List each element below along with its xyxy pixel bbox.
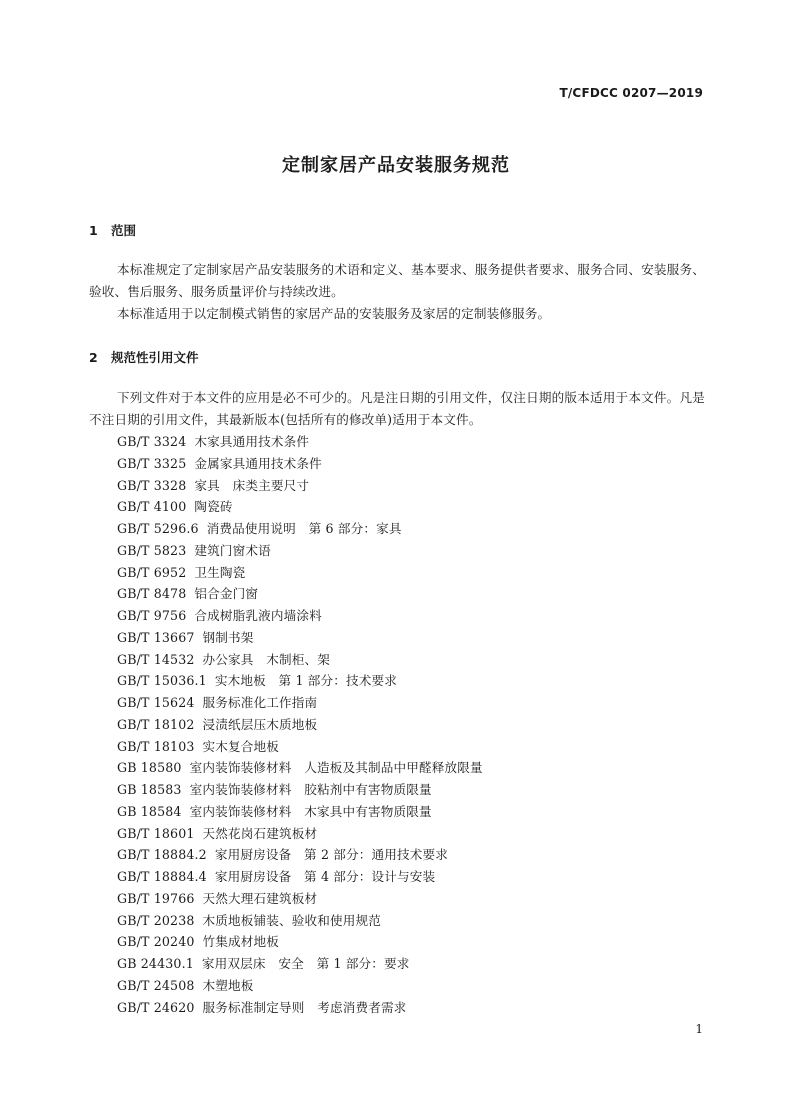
reference-code: GB/T 18102 [117, 716, 195, 732]
reference-title: 室内装饰装修材料 木家具中有害物质限量 [189, 803, 432, 819]
reference-title: 天然大理石建筑板材 [202, 890, 318, 906]
reference-title: 合成树脂乳液内墙涂料 [194, 608, 322, 623]
reference-code: GB/T 14532 [117, 651, 195, 667]
reference-item [117, 910, 483, 932]
section-number: 2 [89, 350, 98, 365]
document-title: 定制家居产品安装服务规范 [282, 155, 510, 176]
reference-item [117, 496, 483, 518]
reference-code: GB/T 18884.4 [117, 869, 207, 884]
reference-item [117, 823, 483, 845]
reference-code: GB 18584 [117, 803, 182, 819]
reference-item [117, 844, 483, 866]
reference-code: GB/T 3328 [117, 477, 187, 493]
reference-code: GB/T 5823 [117, 542, 187, 558]
reference-item [117, 801, 483, 823]
reference-title: 室内装饰装修材料 人造板及其制品中甲醛释放限量 [189, 760, 483, 776]
reference-code: GB/T 20238 [117, 912, 195, 928]
reference-code: GB/T 13667 [117, 629, 195, 645]
reference-code: GB/T 18103 [117, 738, 195, 754]
section-number: 1 [89, 223, 98, 238]
reference-item [117, 518, 483, 540]
reference-title: 金属家具通用技术条件 [194, 455, 322, 471]
reference-list [117, 431, 483, 1018]
reference-item [117, 975, 483, 997]
reference-title: 服务标准制定导则 考虑消费者需求 [202, 999, 407, 1015]
reference-code: GB/T 18601 [117, 825, 195, 841]
reference-title: 竹集成材地板 [202, 934, 279, 950]
section-title: 规范性引用文件 [111, 350, 199, 365]
reference-title: 室内装饰装修材料 胶粘剂中有害物质限量 [189, 782, 432, 797]
reference-code: GB/T 19766 [117, 890, 195, 906]
reference-item [117, 736, 483, 758]
reference-title: 建筑门窗术语 [194, 542, 271, 558]
section-heading-2 [89, 348, 199, 366]
reference-title: 消费品使用说明 第 6 部分：家具 [206, 521, 402, 536]
reference-title: 木家具通用技术条件 [194, 434, 310, 449]
reference-title: 木质地板铺装、验收和使用规范 [202, 912, 381, 928]
reference-item [117, 540, 483, 562]
reference-item [117, 866, 483, 888]
reference-code: GB/T 20240 [117, 934, 195, 950]
section-heading-1 [89, 221, 136, 239]
reference-item [117, 931, 483, 953]
reference-item [117, 583, 483, 605]
reference-item [117, 997, 483, 1019]
reference-title: 实木复合地板 [202, 738, 279, 754]
reference-title: 实木地板 第 1 部分：技术要求 [214, 673, 397, 689]
reference-title: 服务标准化工作指南 [202, 695, 318, 710]
reference-title: 家用厨房设备 第 2 部分：通用技术要求 [214, 847, 448, 863]
reference-title: 浸渍纸层压木质地板 [202, 716, 318, 732]
reference-code: GB 18580 [117, 760, 182, 776]
reference-item [117, 431, 483, 453]
reference-code: GB/T 18884.2 [117, 847, 207, 863]
reference-item [117, 627, 483, 649]
reference-code: GB/T 24620 [117, 999, 195, 1015]
reference-code: GB/T 5296.6 [117, 521, 199, 536]
reference-title: 家用双层床 安全 第 1 部分：要求 [201, 956, 410, 971]
reference-item [117, 953, 483, 975]
reference-item [117, 757, 483, 779]
reference-code: GB/T 3325 [117, 455, 187, 471]
reference-code: GB/T 15624 [117, 695, 195, 710]
reference-title: 陶瓷砖 [194, 499, 233, 515]
references-intro-paragraph: 下列文件对于本文件的应用是必不可少的。凡是注日期的引用文件，仅注日期的版本适用于本文件。凡是不注日期的引用文件，其最新版本(包括所有的修改单)适用于本文件。 [89, 390, 705, 427]
reference-code: GB 24430.1 [117, 956, 194, 971]
page-number: 1 [695, 1022, 703, 1036]
reference-code: GB/T 3324 [117, 434, 187, 449]
reference-code: GB/T 15036.1 [117, 673, 207, 689]
reference-title: 家具 床类主要尺寸 [194, 477, 310, 493]
reference-item [117, 670, 483, 692]
reference-title: 家用厨房设备 第 4 部分：设计与安装 [214, 869, 436, 884]
reference-title: 天然花岗石建筑板材 [202, 825, 318, 841]
reference-code: GB 18583 [117, 782, 182, 797]
reference-item [117, 888, 483, 910]
reference-item [117, 714, 483, 736]
reference-code: GB/T 8478 [117, 586, 187, 602]
section-title: 范围 [111, 223, 137, 238]
reference-code: GB/T 24508 [117, 977, 195, 993]
reference-item [117, 692, 483, 714]
reference-code: GB/T 4100 [117, 499, 187, 515]
standard-code: T/CFDCC 0207—2019 [559, 86, 703, 100]
scope-paragraph-2: 本标准适用于以定制模式销售的家居产品的安装服务及家居的定制装修服务。 [117, 306, 551, 321]
reference-title: 木塑地板 [202, 977, 254, 993]
reference-title: 铝合金门窗 [194, 586, 259, 602]
reference-item [117, 649, 483, 671]
reference-item [117, 779, 483, 801]
reference-title: 钢制书架 [202, 629, 254, 645]
reference-item [117, 562, 483, 584]
reference-code: GB/T 9756 [117, 608, 187, 623]
reference-title: 卫生陶瓷 [194, 564, 246, 580]
reference-item [117, 475, 483, 497]
reference-item [117, 605, 483, 627]
reference-title: 办公家具 木制柜、架 [202, 651, 330, 667]
reference-code: GB/T 6952 [117, 564, 187, 580]
reference-item [117, 453, 483, 475]
scope-paragraph-1: 本标准规定了定制家居产品安装服务的术语和定义、基本要求、服务提供者要求、服务合同、安装服务、验收、售后服务、服务质量评价与持续改进。 [89, 262, 705, 299]
